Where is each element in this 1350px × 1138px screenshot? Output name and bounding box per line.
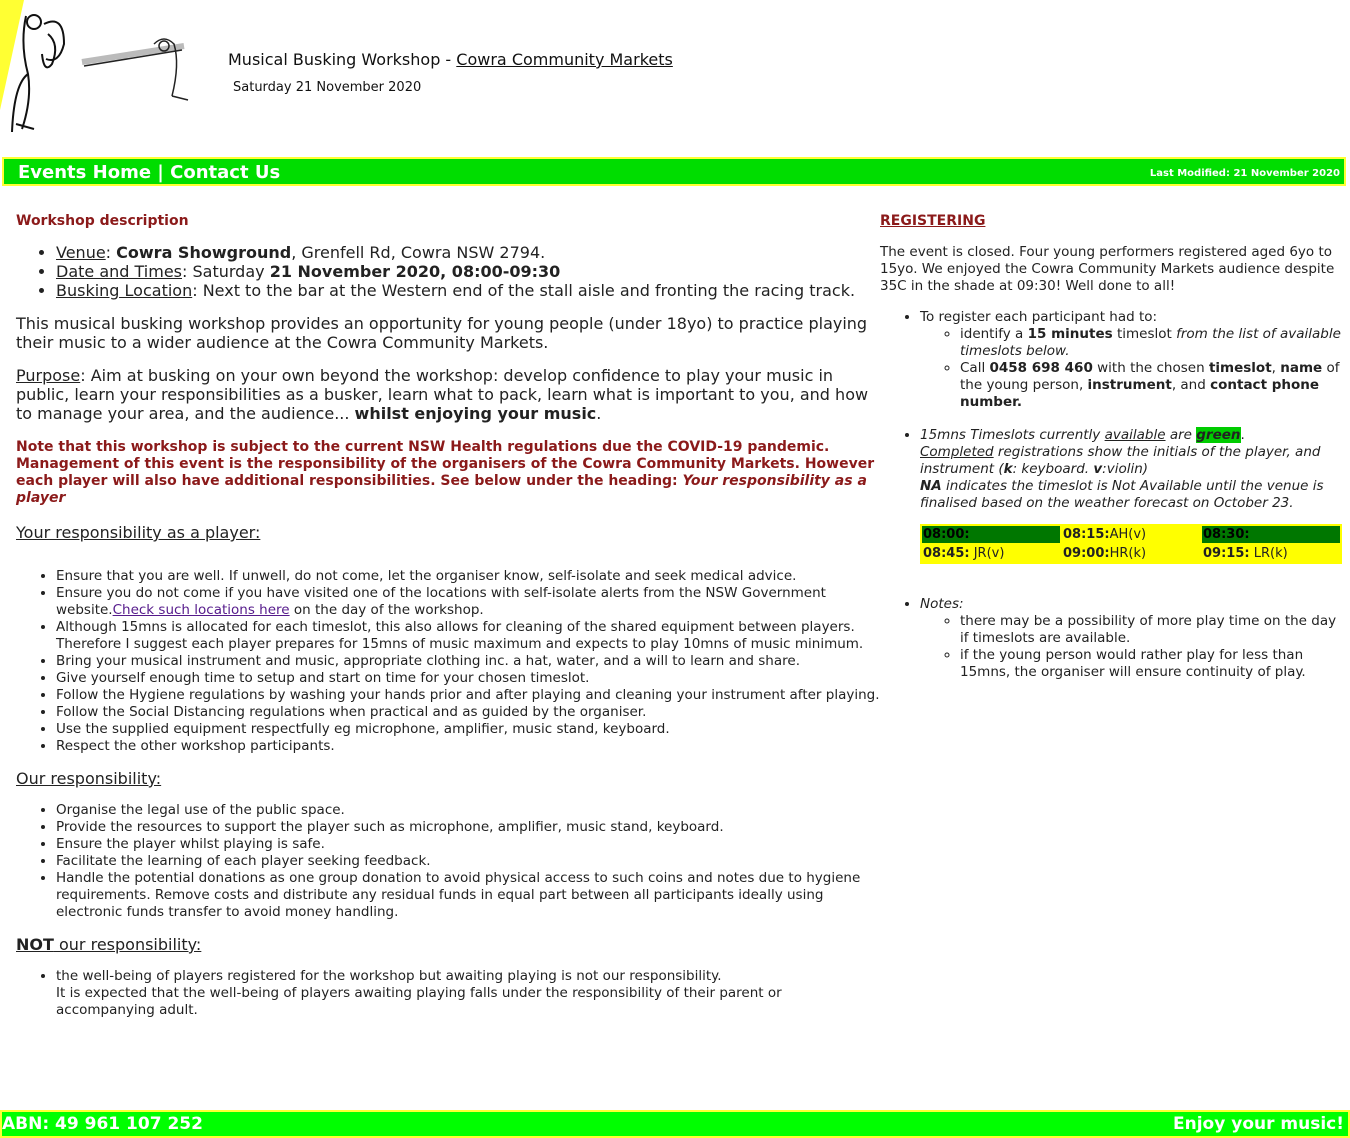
legend-available: available bbox=[1104, 427, 1166, 443]
covid-note bbox=[16, 439, 881, 507]
location-item bbox=[56, 281, 881, 300]
slot-time: 09:00: bbox=[1063, 546, 1110, 561]
slot-time: 08:15: bbox=[1063, 527, 1110, 542]
purpose-end: . bbox=[596, 404, 602, 423]
date-value: 21 November 2020, 08:00-09:30 bbox=[269, 262, 561, 281]
location-label: Busking Location bbox=[56, 281, 193, 300]
venue-label: Venue bbox=[56, 243, 106, 262]
player-resp-heading: Your responsibility as a player: bbox=[16, 523, 261, 542]
page-footer bbox=[0, 1110, 1350, 1138]
list-item-text: the well-being of players registered for the workshop but awaiting playing is not our responsibility. bbox=[56, 968, 722, 984]
step-bold: instrument bbox=[1087, 377, 1172, 393]
not-rest: our responsibility: bbox=[53, 935, 202, 954]
closed-text: The event is closed. Four young performers registered aged 6yo to 15yo. We enjoyed the Cowra Community Markets audience despite 35C in the shade at 09:30! Well done to all! bbox=[880, 244, 1335, 294]
step-text: with the chosen bbox=[1092, 360, 1209, 376]
slot-time: 08:30: bbox=[1203, 527, 1250, 542]
last-modified: Last Modified: 21 November 2020 bbox=[1149, 168, 1340, 179]
slot-who: AH(v) bbox=[1109, 527, 1147, 542]
notes-subitems bbox=[920, 613, 1342, 681]
step-call bbox=[960, 360, 1342, 411]
step-text: , bbox=[1271, 360, 1281, 376]
nav-links bbox=[18, 162, 280, 183]
step-text: , and bbox=[1171, 377, 1211, 393]
step-bold: timeslot bbox=[1208, 360, 1272, 376]
intro-paragraph: This musical busking workshop provides an opportunity for young people (under 18yo) to practice playing their music to a wider audience at the Cowra Community Markets. bbox=[16, 314, 868, 352]
not-bold: NOT bbox=[16, 935, 54, 954]
step-bold: name bbox=[1280, 360, 1323, 376]
timeslot-cell bbox=[1202, 545, 1340, 562]
timeslot-cell[interactable] bbox=[922, 526, 1060, 543]
table-row bbox=[922, 526, 1340, 543]
venue-name: Cowra Showground bbox=[116, 243, 292, 262]
list-item-text: on the day of the workshop. bbox=[289, 602, 484, 618]
check-locations-link[interactable]: Check such locations here bbox=[112, 602, 290, 618]
abn-number: ABN: 49 961 107 252 bbox=[2, 1114, 203, 1134]
purpose-text: : Aim at busking on your own beyond the workshop: develop confidence to play your music in public, learn your responsibilities as a busker, learn what to pack, learn what is important to you, and how to manage your area, and the audience... bbox=[16, 366, 869, 423]
purpose-bold: whilst enjoying your music bbox=[354, 404, 597, 423]
legend-part: . bbox=[1240, 427, 1245, 443]
timeslot-cell[interactable] bbox=[1202, 526, 1340, 543]
list-item: • Respect the other workshop participants. bbox=[56, 738, 881, 755]
slot-who: LR(k) bbox=[1249, 546, 1288, 561]
timeslot-cell bbox=[922, 545, 1060, 562]
notes-item bbox=[920, 596, 1342, 681]
slot-who: HR(k) bbox=[1109, 546, 1147, 561]
table-row bbox=[922, 545, 1340, 562]
legend-completed bbox=[920, 444, 1320, 477]
nav-separator: | bbox=[151, 162, 171, 183]
list-item: • Ensure the player whilst playing is safe. bbox=[56, 836, 881, 853]
slot-time: 09:15: bbox=[1203, 546, 1250, 561]
step-text: Call bbox=[960, 360, 990, 376]
step-text: timeslot bbox=[1112, 326, 1177, 342]
timeslot-cell bbox=[1062, 526, 1200, 543]
step-text: of the young person, bbox=[960, 360, 1340, 393]
events-home-link[interactable]: Events Home bbox=[18, 162, 152, 183]
venue-address: , Grenfell Rd, Cowra NSW 2794. bbox=[291, 243, 546, 262]
register-steps bbox=[880, 309, 1342, 411]
slot-time: 08:45: bbox=[923, 546, 970, 561]
list-item: • Give yourself enough time to setup and start on time for your chosen timeslot. bbox=[56, 670, 881, 687]
list-item: • Ensure that you are well. If unwell, do not come, let the organiser know, self-isolate and seek medical advice. bbox=[56, 568, 881, 585]
timeslot-cell bbox=[1062, 545, 1200, 562]
covid-note-text: Note that this workshop is subject to the current NSW Health regulations due the COVID-19 pandemic. Management of this event is the responsibility of the organisers of the Cowra Community Markets. However each player will also have additional responsibilities. See below under the heading: bbox=[16, 439, 875, 489]
list-item: ◦ there may be a possibility of more play time on the day if timeslots are available. bbox=[960, 613, 1342, 647]
register-substeps bbox=[920, 326, 1342, 411]
page-header bbox=[0, 0, 1350, 150]
date-label: Date and Times bbox=[56, 262, 183, 281]
list-item: • Use the supplied equipment respectfully eg microphone, amplifier, music stand, keyboard. bbox=[56, 721, 881, 738]
legend-part: indicates the timeslot is Not Available until the venue is finalised based on the weather forecast on October 23. bbox=[920, 478, 1324, 511]
venue-item: • Venue: Cowra Showground, Grenfell Rd, Cowra NSW 2794. bbox=[56, 243, 881, 262]
footer-tagline: Enjoy your music! bbox=[1173, 1114, 1344, 1134]
event-date: Saturday 21 November 2020 bbox=[233, 80, 422, 95]
step-identify bbox=[960, 326, 1342, 360]
list-item: • Bring your musical instrument and music, appropriate clothing inc. a hat, water, and a will to learn and share. bbox=[56, 653, 881, 670]
timeslot-legend bbox=[920, 427, 1342, 512]
registering-heading: REGISTERING bbox=[880, 213, 986, 229]
purpose-label: Purpose bbox=[16, 366, 81, 385]
date-prefix: : Saturday bbox=[182, 262, 270, 281]
date-times-item bbox=[56, 262, 881, 281]
legend-green: green bbox=[1196, 427, 1241, 443]
legend-part: :violin) bbox=[1102, 461, 1149, 477]
notes-list bbox=[880, 596, 1342, 681]
site-title bbox=[228, 50, 673, 69]
workshop-heading: Workshop description bbox=[16, 213, 189, 229]
step-text: identify a bbox=[960, 326, 1028, 342]
list-item-text: Ensure you do not come if you have visited one of the locations with self-isolate alerts from the NSW Government website. bbox=[56, 585, 826, 618]
slot-who: JR(v) bbox=[969, 546, 1005, 561]
legend-part: v bbox=[1093, 461, 1103, 477]
sidebar bbox=[880, 213, 1342, 681]
nav-bar bbox=[2, 157, 1346, 186]
purpose-paragraph bbox=[16, 366, 881, 423]
not-resp-list bbox=[16, 968, 881, 1019]
list-item: • Organise the legal use of the public space. bbox=[56, 802, 881, 819]
list-item: • Provide the resources to support the player such as microphone, amplifier, music stand, keyboard. bbox=[56, 819, 881, 836]
list-item: • Although 15mns is allocated for each timeslot, this also allows for cleaning of the shared equipment between players. Therefore I suggest each player prepares for 15mns of music maximum and expects to play 10mns of music minimum. bbox=[56, 619, 881, 653]
busker-logo-icon bbox=[4, 4, 194, 136]
our-resp-heading: Our responsibility: bbox=[16, 769, 162, 788]
timeslot-info bbox=[880, 427, 1342, 512]
phone-number: 0458 698 460 bbox=[989, 360, 1093, 376]
legend-part: are bbox=[1165, 427, 1197, 443]
legend-part: NA bbox=[920, 478, 942, 494]
workshop-details-list bbox=[16, 243, 881, 300]
legend-part: 15mns Timeslots currently bbox=[920, 427, 1105, 443]
legend-part: k bbox=[1003, 461, 1013, 477]
list-item: • Facilitate the learning of each player seeking feedback. bbox=[56, 853, 881, 870]
register-intro-text: To register each participant had to: bbox=[920, 309, 1158, 325]
list-item: • Follow the Hygiene regulations by washing your hands prior and after playing and cleaning your instrument after playing. bbox=[56, 687, 881, 704]
contact-us-link[interactable]: Contact Us bbox=[170, 162, 281, 183]
list-item-text: It is expected that the well-being of players awaiting playing falls under the responsibility of their parent or accompanying adult. bbox=[56, 985, 782, 1018]
step-bold: contact phone number. bbox=[960, 377, 1320, 410]
list-item bbox=[56, 968, 881, 1019]
list-item: • Follow the Social Distancing regulations when practical and as guided by the organiser. bbox=[56, 704, 881, 721]
legend-part: : keyboard. bbox=[1012, 461, 1094, 477]
slot-time: 08:00: bbox=[923, 527, 970, 542]
notes-label: Notes: bbox=[920, 596, 964, 612]
step-bold: 15 minutes bbox=[1027, 326, 1113, 342]
not-resp-heading bbox=[16, 935, 881, 954]
covid-note-ref: Your responsibility as a player bbox=[16, 473, 867, 506]
markets-link[interactable]: Cowra Community Markets bbox=[456, 50, 673, 69]
timeslot-table bbox=[920, 524, 1342, 564]
register-intro bbox=[920, 309, 1342, 411]
player-resp-list bbox=[16, 568, 881, 755]
location-text: : Next to the bar at the Western end of the stall aisle and fronting the racing track. bbox=[192, 281, 856, 300]
legend-part: registrations show the initials of the player, and instrument ( bbox=[920, 444, 1321, 477]
legend-text bbox=[920, 427, 1241, 443]
list-item: ◦ if the young person would rather play for less than 15mns, the organiser will ensure continuity of play. bbox=[960, 647, 1342, 681]
legend-part: Completed bbox=[920, 444, 994, 460]
legend-na bbox=[920, 478, 1324, 511]
title-prefix: Musical Busking Workshop - bbox=[228, 50, 457, 69]
step-italic: from the list of available timeslots below. bbox=[960, 326, 1341, 359]
list-item: • Handle the potential donations as one group donation to avoid physical access to such coins and notes due to hygiene requirements. Remove costs and distribute any residual funds in equal part between all participants ideally using electronic funds transfer to avoid money handling. bbox=[56, 870, 881, 921]
main-content bbox=[16, 213, 881, 1019]
list-item bbox=[56, 585, 881, 619]
our-resp-list bbox=[16, 802, 881, 921]
